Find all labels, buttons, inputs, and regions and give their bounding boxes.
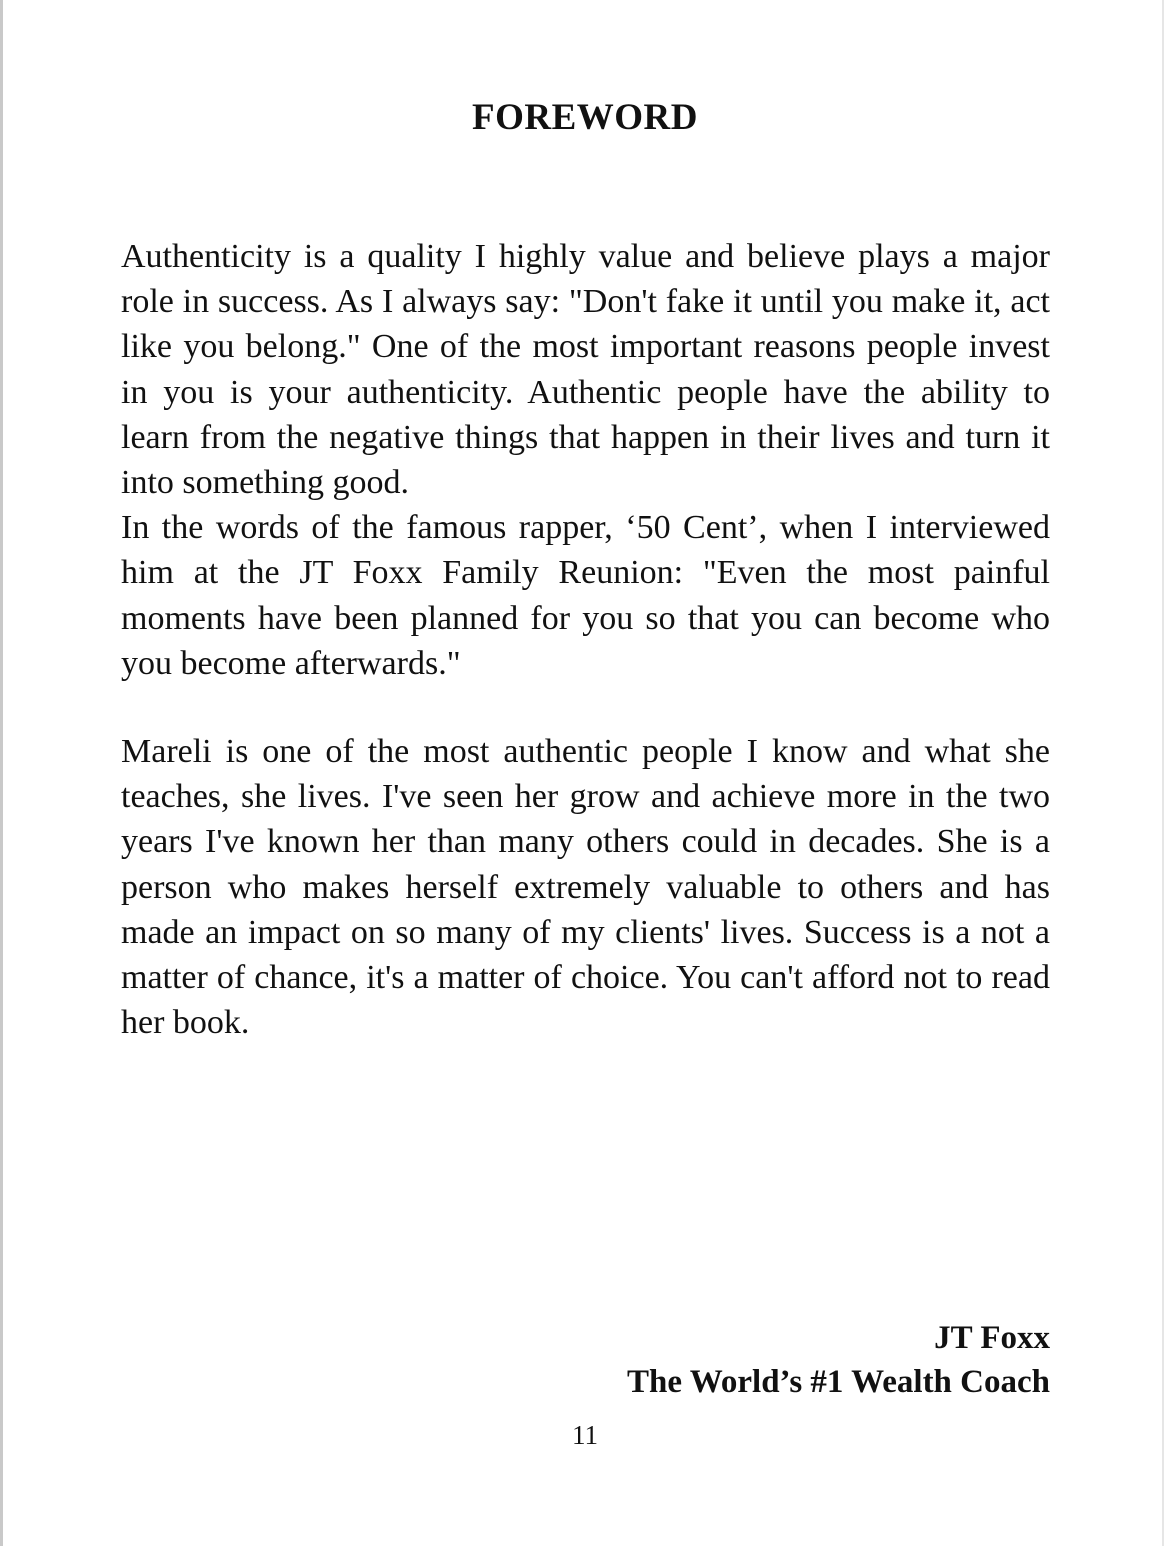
signature-name: JT Foxx [934,1320,1050,1356]
signature-tagline: The World’s #1 Wealth Coach [627,1364,1050,1400]
page-title: FOREWORD [472,97,698,138]
paragraph-quote: In the words of the famous rapper, ‘50 Cent’, when I interviewed him at the JT Foxx Family Reunion: "Even the most painful moments have been planned for you so that you can become who you become afterwards." [121,509,1050,682]
paragraph-authenticity: Authenticity is a quality I highly value and believe plays a major role in success. As I always say: "Don't fake it until you make it, act like you belong." One of the most important reasons people invest in you is your authenticity. Authentic people have the ability to learn from the negative things that happen in their lives and turn it into something good. [121,238,1050,502]
signature-block [627,1316,1050,1404]
page-left-edge [0,0,3,1546]
page-number: 11 [572,1420,598,1450]
foreword-block-2 [121,729,1050,1045]
paragraph-mareli: Mareli is one of the most authentic people I know and what she teaches, she lives. I've seen her grow and achieve more in the two years I've known her than many others could in decades. She is a person who makes herself extremely valuable to others and has made an impact on so many of my clients' lives. Success is a not a matter of chance, it's a matter of choice. You can't afford not to read her book. [121,733,1050,1042]
foreword-block-1 [121,234,1050,686]
